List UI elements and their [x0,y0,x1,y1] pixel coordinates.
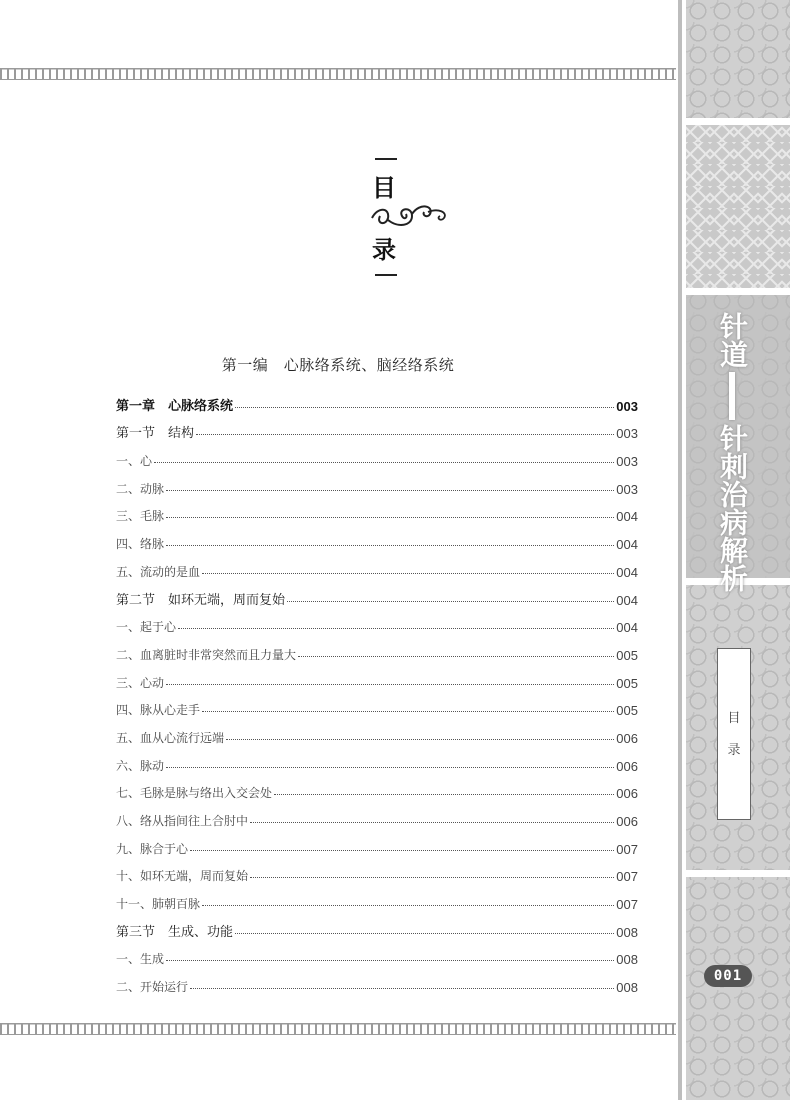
toc-row[interactable] [116,386,638,414]
toc-title: 四、脉从心走手 [116,703,201,718]
toc-page-number: 004 [616,620,638,636]
toc-title: 二、血离脏时非常突然而且力量大 [116,647,297,662]
toc-row[interactable] [116,580,638,608]
toc-page-number: 006 [616,730,638,746]
toc-row[interactable] [116,967,638,995]
toc-row[interactable] [116,912,638,940]
toc-title: 二、动脉 [116,481,165,496]
toc-row[interactable] [116,635,638,663]
toc-title: 九、脉合于心 [116,841,189,856]
toc-page-number: 005 [616,703,638,719]
toc-title: 十、如环无端，周而复始 [116,869,249,884]
toc-title: 第一节 结构 [116,425,195,441]
part-title: 第一编 心脉络系统、脑经络系统 [221,357,455,374]
toc-title: 十一、肺朝百脉 [116,897,201,912]
toc-page-number: 004 [616,509,638,525]
toc-leader [235,407,614,408]
section-label-char-1: 目 [727,711,741,726]
heading-char-1: 目 [372,173,396,202]
toc-row[interactable] [116,608,638,636]
toc-leader [166,767,614,768]
toc-leader [298,656,614,657]
toc-row[interactable] [116,718,638,746]
toc-leader [202,905,614,906]
book-title-part2: 针刺治病解析 [716,424,749,592]
toc-title: 三、毛脉 [116,509,165,524]
page-number: 001 [704,965,752,987]
heading-char-2: 录 [372,235,396,264]
toc-leader [190,988,614,989]
book-title-part1: 针道 [716,312,749,368]
toc-row[interactable] [116,524,638,552]
toc-leader [190,850,614,851]
panel-separator [686,118,790,125]
toc-title: 八、络从指间往上合肘中 [116,814,249,828]
cloud-ornament-icon [368,198,458,232]
book-title [702,312,762,592]
toc-leader [178,628,614,629]
toc-title: 一、生成 [116,952,165,967]
toc-title: 第二节 如环无端，周而复始 [116,591,286,607]
panel-separator [686,870,790,877]
toc-row[interactable] [116,691,638,719]
toc-row[interactable] [116,884,638,912]
toc-row[interactable] [116,441,638,469]
toc-leader [166,545,614,546]
heading-top-rule [375,158,397,160]
toc-page-number: 004 [616,537,638,553]
toc-title: 一、心 [116,454,153,469]
toc-page-number: 003 [616,426,638,442]
toc-leader [166,960,614,961]
cloud-pattern-panel [686,0,790,120]
section-label-char-2: 录 [727,743,741,758]
toc-leader [250,877,614,878]
toc-row[interactable] [116,663,638,691]
section-label-frame [717,648,751,820]
table-of-contents [116,386,638,995]
toc-leader [274,794,614,795]
toc-leader [202,711,614,712]
toc-page-number: 004 [616,564,638,580]
bottom-meander-border [0,1023,676,1035]
toc-row[interactable] [116,414,638,442]
toc-page-number: 003 [616,454,638,470]
toc-row[interactable] [116,469,638,497]
toc-title: 第一章 心脉络系统 [116,398,234,414]
toc-leader [287,601,614,602]
toc-page-number: 006 [616,786,638,802]
toc-page-number: 003 [616,398,638,414]
toc-row[interactable] [116,746,638,774]
toc-title: 六、脉动 [116,758,165,773]
toc-leader [235,933,614,934]
side-rule [678,0,682,1100]
lattice-pattern-panel [686,120,790,290]
toc-page-number: 007 [616,897,638,913]
toc-leader [154,462,614,463]
toc-leader [166,684,614,685]
toc-page-number: 006 [616,758,638,774]
toc-leader [226,739,614,740]
toc-row[interactable] [116,774,638,802]
toc-page-number: 005 [616,675,638,691]
toc-page-number: 008 [616,952,638,968]
toc-row[interactable] [116,857,638,885]
toc-page-number: 008 [616,924,638,940]
toc-leader [202,573,614,574]
toc-title: 三、心动 [116,675,165,690]
heading-bottom-rule [375,274,397,276]
toc-leader [166,517,614,518]
toc-leader [166,490,614,491]
toc-page-number: 006 [616,814,638,829]
contents-heading [360,150,450,280]
page-number-panel [686,880,790,1100]
toc-leader [250,822,614,823]
toc-page-number: 003 [616,481,638,497]
title-dash [729,372,735,420]
toc-page-number: 008 [616,980,638,996]
toc-title: 七、毛脉是脉与络出入交会处 [116,786,273,801]
toc-row[interactable] [116,940,638,968]
toc-title: 第三节 生成、功能 [116,923,234,939]
toc-row[interactable] [116,801,638,829]
toc-row[interactable] [116,552,638,580]
top-meander-border [0,68,676,80]
toc-page-number: 007 [616,841,638,857]
toc-title: 五、流动的是血 [116,564,201,579]
toc-page-number: 005 [616,647,638,663]
toc-title: 五、血从心流行远端 [116,730,225,745]
toc-title: 四、络脉 [116,537,165,552]
panel-separator [686,288,790,295]
toc-page-number: 007 [616,869,638,885]
toc-title: 一、起于心 [116,620,177,635]
toc-title: 二、开始运行 [116,980,189,995]
toc-row[interactable] [116,497,638,525]
toc-page-number: 004 [616,592,638,608]
toc-leader [196,434,614,435]
toc-row[interactable] [116,829,638,857]
